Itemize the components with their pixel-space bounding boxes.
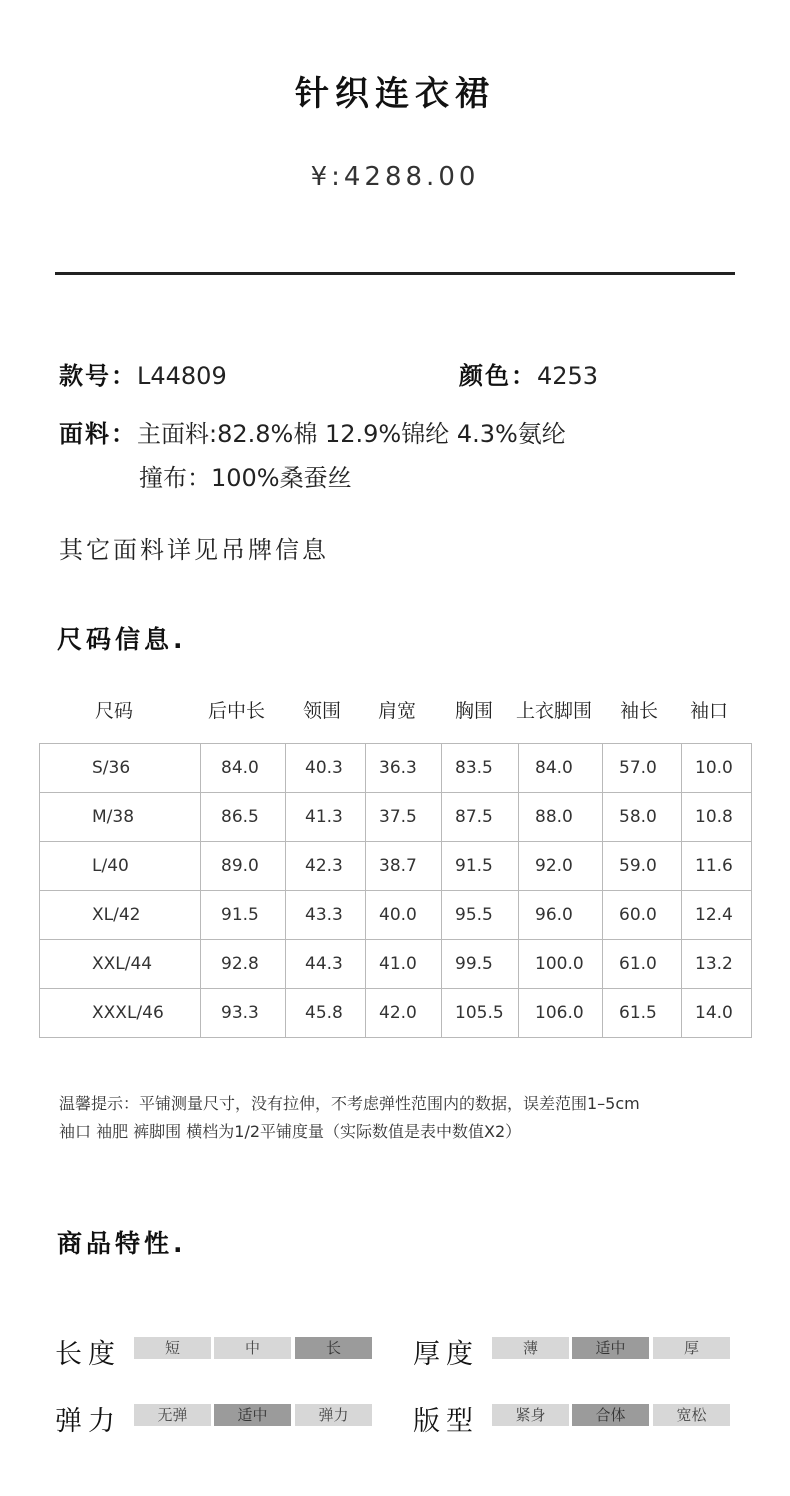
cuff-cell: 12.4 (682, 891, 752, 940)
product-title: 针织连衣裙 (295, 74, 495, 114)
shoulder-cell: 36.3 (366, 744, 442, 793)
collar-cell: 41.3 (286, 793, 366, 842)
sleeve-length-cell: 58.0 (603, 793, 682, 842)
measurement-note: 温馨提示：平铺测量尺寸，没有拉伸，不考虑弹性范围内的数据，误差范围1–5cm (59, 1094, 640, 1113)
fabric-contrast: 撞布：100%桑蚕丝 (139, 464, 352, 492)
thickness-option-thick: 厚 (653, 1337, 730, 1359)
shoulder-cell: 42.0 (366, 989, 442, 1038)
thickness-label: 厚度 (413, 1339, 479, 1370)
elasticity-label: 弹力 (55, 1406, 121, 1437)
size-cell: XXL/44 (40, 940, 201, 989)
back-length-cell: 84.0 (201, 744, 286, 793)
elasticity-option-none: 无弹 (134, 1404, 211, 1426)
table-row (40, 940, 752, 989)
hem-cell: 100.0 (519, 940, 603, 989)
color-value: 4253 (537, 362, 599, 390)
fit-option-loose: 宽松 (653, 1404, 730, 1426)
sleeve-length-cell: 57.0 (603, 744, 682, 793)
table-row (40, 989, 752, 1038)
shoulder-cell: 38.7 (366, 842, 442, 891)
collar-cell: 40.3 (286, 744, 366, 793)
table-row (40, 744, 752, 793)
shoulder-cell: 37.5 (366, 793, 442, 842)
size-header-back-length: 后中长 (208, 700, 266, 722)
length-label: 长度 (55, 1339, 121, 1370)
style-number-label: 款号： (59, 362, 137, 390)
fit-option-slim: 紧身 (492, 1404, 569, 1426)
sleeve-length-cell: 59.0 (603, 842, 682, 891)
features-heading: 商品特性. (57, 1229, 187, 1258)
size-header-cuff: 袖口 (690, 700, 729, 722)
sleeve-length-cell: 61.5 (603, 989, 682, 1038)
sleeve-length-cell: 60.0 (603, 891, 682, 940)
size-header-chest: 胸围 (455, 700, 494, 722)
style-number (59, 356, 227, 391)
fabric-label: 面料： (59, 420, 137, 448)
hem-cell: 84.0 (519, 744, 603, 793)
size-header-shoulder: 肩宽 (378, 700, 417, 722)
fabric-composition (59, 414, 566, 449)
size-cell: S/36 (40, 744, 201, 793)
fabric-main: 主面料:82.8%棉 12.9%锦纶 4.3%氨纶 (137, 420, 566, 448)
length-option-long: 长 (295, 1337, 372, 1359)
size-cell: L/40 (40, 842, 201, 891)
table-row (40, 891, 752, 940)
chest-cell: 105.5 (442, 989, 519, 1038)
back-length-cell: 93.3 (201, 989, 286, 1038)
chest-cell: 95.5 (442, 891, 519, 940)
cuff-cell: 13.2 (682, 940, 752, 989)
chest-cell: 99.5 (442, 940, 519, 989)
collar-cell: 45.8 (286, 989, 366, 1038)
size-header-hem: 上衣脚围 (516, 700, 593, 722)
hem-cell: 92.0 (519, 842, 603, 891)
hem-cell: 106.0 (519, 989, 603, 1038)
chest-cell: 83.5 (442, 744, 519, 793)
collar-cell: 43.3 (286, 891, 366, 940)
fit-option-regular: 合体 (572, 1404, 649, 1426)
collar-cell: 44.3 (286, 940, 366, 989)
chest-cell: 87.5 (442, 793, 519, 842)
chest-cell: 91.5 (442, 842, 519, 891)
size-header-sleeve-length: 袖长 (620, 700, 659, 722)
table-row (40, 793, 752, 842)
style-number-value: L44809 (137, 362, 227, 390)
shoulder-cell: 41.0 (366, 940, 442, 989)
cuff-cell: 10.8 (682, 793, 752, 842)
size-table (39, 743, 752, 1038)
collar-cell: 42.3 (286, 842, 366, 891)
thickness-option-moderate: 适中 (572, 1337, 649, 1359)
hem-cell: 96.0 (519, 891, 603, 940)
back-length-cell: 89.0 (201, 842, 286, 891)
size-header-collar: 领围 (303, 700, 342, 722)
size-cell: XL/42 (40, 891, 201, 940)
size-header-size: 尺码 (95, 700, 134, 722)
color-code (459, 356, 598, 391)
elasticity-option-stretch: 弹力 (295, 1404, 372, 1426)
length-option-short: 短 (134, 1337, 211, 1359)
fit-label: 版型 (413, 1406, 479, 1437)
cuff-cell: 14.0 (682, 989, 752, 1038)
size-cell: M/38 (40, 793, 201, 842)
length-option-medium: 中 (214, 1337, 291, 1359)
product-price: ¥:4288.00 (310, 162, 480, 192)
cuff-cell: 11.6 (682, 842, 752, 891)
measurement-note-2: 袖口 袖肥 裤脚围 横档为1/2平铺度量（实际数值是表中数值X2） (59, 1122, 522, 1141)
hem-cell: 88.0 (519, 793, 603, 842)
back-length-cell: 92.8 (201, 940, 286, 989)
back-length-cell: 86.5 (201, 793, 286, 842)
cuff-cell: 10.0 (682, 744, 752, 793)
elasticity-option-moderate: 适中 (214, 1404, 291, 1426)
other-fabric-note: 其它面料详见吊牌信息 (59, 536, 329, 564)
thickness-option-thin: 薄 (492, 1337, 569, 1359)
color-label: 颜色： (459, 362, 537, 390)
shoulder-cell: 40.0 (366, 891, 442, 940)
table-row (40, 842, 752, 891)
size-info-heading: 尺码信息. (57, 625, 187, 654)
sleeve-length-cell: 61.0 (603, 940, 682, 989)
size-cell: XXXL/46 (40, 989, 201, 1038)
divider (55, 272, 735, 275)
back-length-cell: 91.5 (201, 891, 286, 940)
